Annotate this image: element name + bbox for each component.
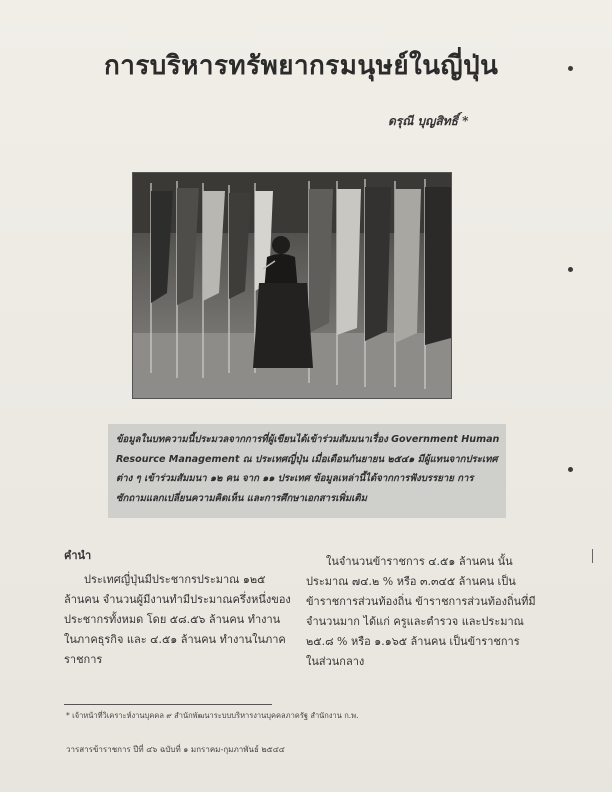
article-title: การบริหารทรัพยากรมนุษย์ในญี่ปุ่น	[104, 51, 499, 81]
body-line: ข้าราชการส่วนท้องถิ่น ข้าราชการส่วนท้องถิ่นที่มี	[306, 595, 536, 608]
caption-line: ข้อมูลในบทความนี้ประมวลจากการที่ผู้เขียนได้เข้าร่วมสัมมนาเรื่อง Government Human	[116, 434, 500, 445]
margin-bullet-top	[568, 66, 573, 71]
body-line: จำนวนมาก ได้แก่ ครูและตำรวจ และประมาณ	[306, 615, 524, 628]
photo-illustration	[133, 173, 451, 398]
margin-bullet-middle	[568, 267, 573, 272]
body-line: ๒๕.๘ % หรือ ๑.๑๖๕ ล้านคน เป็นข้าราชการ	[306, 635, 520, 648]
margin-mark	[592, 549, 593, 563]
caption-box	[108, 424, 506, 518]
seminar-photo	[132, 172, 452, 399]
body-line: ประชากรทั้งหมด โดย ๕๘.๕๖ ล้านคน ทำงาน	[64, 613, 281, 626]
body-line: ในภาคธุรกิจ และ ๔.๕๑ ล้านคน ทำงานในภาค	[64, 633, 286, 646]
body-line: ประมาณ ๗๔.๒ % หรือ ๓.๓๔๕ ล้านคน เป็น	[306, 575, 516, 588]
caption-line: Resource Management ณ ประเทศญี่ปุ่น เมื่อเดือนกันยายน ๒๕๔๑ มีผู้แทนจากประเทศ	[116, 453, 498, 465]
page-footer: วารสารข้าราชการ ปีที่ ๔๖ ฉบับที่ ๑ มกราคม-กุมภาพันธ์ ๒๕๔๔	[66, 745, 285, 754]
author-name: ดรุณี บุญสิทธิ์ *	[388, 114, 469, 128]
left-column	[64, 546, 290, 670]
footnote-divider	[64, 704, 272, 705]
margin-bullet-bottom	[568, 467, 573, 472]
footnote: * เจ้าหน้าที่วิเคราะห์งานบุคคล ๙ สำนักพัฒนาระบบบริหารงานบุคคลภาครัฐ สำนักงาน ก.พ.	[66, 711, 359, 720]
caption-line: ต่าง ๆ เข้าร่วมสัมมนา ๑๒ คน จาก ๑๑ ประเทศ ข้อมูลเหล่านี้ได้จากการฟังบรรยาย การ	[116, 473, 474, 484]
body-line: ในส่วนกลาง	[306, 655, 365, 668]
podium	[253, 283, 313, 368]
body-line: ประเทศญี่ปุ่นมีประชากรประมาณ ๑๒๕	[84, 573, 266, 586]
body-line: ราชการ	[64, 653, 103, 666]
body-line: ในจำนวนข้าราชการ ๔.๕๑ ล้านคน นั้น	[326, 555, 513, 568]
section-heading: คำนำ	[64, 549, 92, 562]
right-column	[306, 552, 552, 672]
caption-line: ซักถามแลกเปลี่ยนความคิดเห็น และการศึกษาเอกสารเพิ่มเติม	[116, 492, 367, 504]
body-line: ล้านคน จำนวนผู้มีงานทำมีประมาณครึ่งหนึ่งของ	[64, 593, 291, 606]
